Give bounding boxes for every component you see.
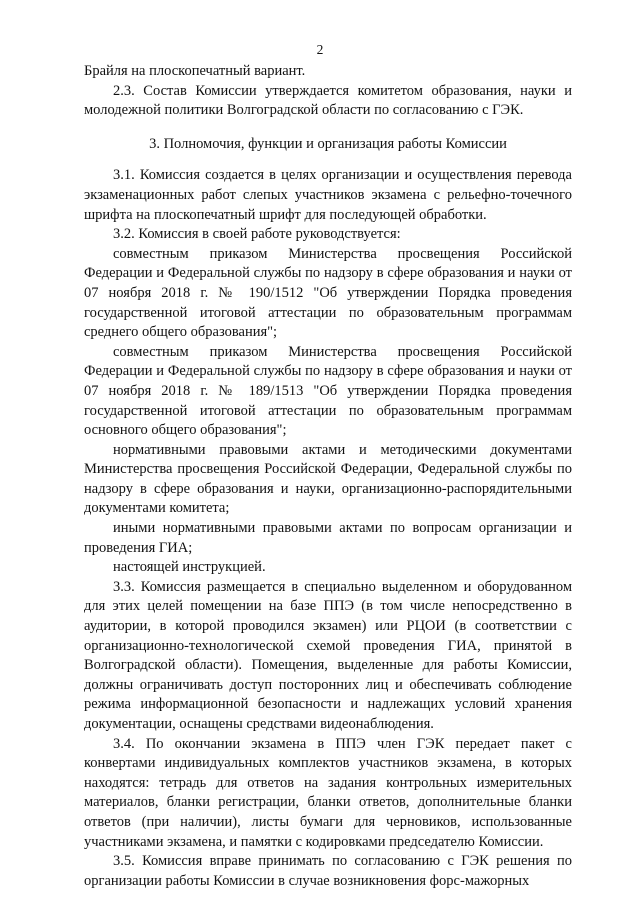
paragraph-3-3: 3.3. Комиссия размещается в специально выделенном и оборудованном для этих целей помещении на базе ППЭ (в том числе непосредственно в аудитории, в которой проводился экзамен) или РЦОИ (в соответствии с организационно-технологической схемой проведения ГИА, принятой в Волгоградской области). Помещения, выделенные для работы Комиссии, должны ограничивать доступ посторонних лиц и обеспечивать соблюдение режима информационной безопасности и надлежащих условий хранения документации, оснащены средствами видеонаблюдения.	[84, 578, 572, 732]
list-item-instruction: настоящей инструкцией.	[113, 559, 266, 576]
list-item-order-189: совместным приказом Министерства просвещения Российской Федерации и Федеральной службы по надзору в сфере образования и науки от 07 ноября 2018 г. № 189/1513 "Об утверждении Порядка проведения государственной итоговой аттестации по образовательным программам основного общего образования";	[84, 343, 572, 439]
paragraph-3-1: 3.1. Комиссия создается в целях организации и осуществления перевода экзаменационных работ слепых участников экзамена с рельефно-точечного шрифта на плоскопечатный шрифт для последующей обработки.	[84, 167, 572, 223]
paragraph-2-3: 2.3. Состав Комиссии утверждается комитетом образования, науки и молодежной политики Волгоградской области по согласованию с ГЭК.	[84, 82, 572, 119]
list-item-order-190: совместным приказом Министерства просвещения Российской Федерации и Федеральной службы по надзору в сфере образования и науки от 07 ноября 2018 г. № 190/1512 "Об утверждении Порядка проведения государственной итоговой аттестации по образовательным программам среднего общего образования";	[84, 245, 572, 341]
list-item-other-acts: иными нормативными правовыми актами по вопросам организации и проведения ГИА;	[84, 520, 572, 556]
paragraph-3-5: 3.5. Комиссия вправе принимать по согласованию с ГЭК решения по организации работы Комиссии в случае возникновения форс-мажорных	[84, 853, 572, 889]
document-body	[84, 62, 572, 891]
paragraph-3-4: 3.4. По окончании экзамена в ППЭ член ГЭК передает пакет с конвертами индивидуальных комплектов участников экзамена, в которых находятся: тетрадь для ответов на задания контрольных измерительных материалов, бланки регистрации, бланки ответов, дополнительные бланки ответов (при наличии), листы бумаги для черновиков, использованные участниками экзамена, и памятки с кодировками председателю Комиссии.	[84, 735, 572, 850]
paragraph-continuation: Брайля на плоскопечатный вариант.	[84, 63, 306, 79]
section-heading: 3. Полномочия, функции и организация работы Комиссии	[149, 135, 507, 152]
paragraph-3-2: 3.2. Комиссия в своей работе руководствуется:	[113, 226, 401, 243]
page-number: 2	[316, 42, 324, 57]
list-item-normative-acts: нормативными правовыми актами и методическими документами Министерства просвещения Российской Федерации, Федеральной службы по надзору в сфере образования и науки, организационно-распорядительными документами комитета;	[84, 441, 572, 517]
